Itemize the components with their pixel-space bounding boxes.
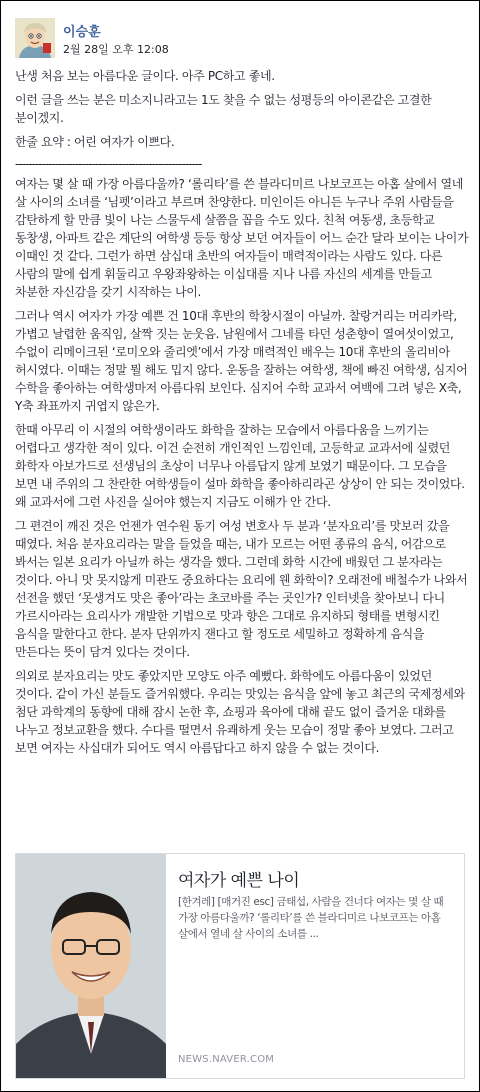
author-name[interactable]: 이승훈 xyxy=(63,25,101,40)
avatar[interactable] xyxy=(15,18,55,58)
paragraph: 한때 아무리 이 시절의 여학생이라도 화학을 잘하는 모습에서 아름다움을 느끼기는 어렵다고 생각한 적이 있다. 이건 순전히 개인적인 느낌인데, 고등학교 교과서에 실렸던 화학자 아보가드로 선생님의 초상이 너무나 아름답지 않게 보였기 때문이다. 그 모습을 보면 내 주위의 그 찬란한 여학생들이 설마 화학을 좋아하리라곤 상상이 안 되는 것이었다. 왜 교과서에 그런 사진을 실어야 했는지 지금도 이해가 안 간다. xyxy=(15,423,465,509)
paragraph: 난생 처음 보는 아름다운 글이다. 아주 PC하고 좋네. xyxy=(15,69,275,83)
paragraph: 의외로 분자요리는 맛도 좋았지만 모양도 아주 예뻤다. 화학에도 아름다움이 있었던 것이다. 같이 가신 분들도 즐거워했다. 우리는 맛있는 음식을 앞에 놓고 최근의 국제정세와 첨단 과학계의 동향에 대해 잠시 논한 후, 쇼핑과 육아에 대해 끝도 없이 즐거운 대화를 나누고 정보교환을 했다. 수다를 떨면서 유쾌하게 웃는 모습이 정말 좋아 보였다. 그러고 보면 여자는 사십대가 되어도 역시 아름답다고 하지 않을 수 없는 것이다. xyxy=(15,669,465,755)
paragraph: 여자는 몇 살 때 가장 아름다울까? ‘롤리타’를 쓴 블라디미르 나보코프는 아홉 살에서 열네 살 사이의 소녀를 ‘님펫’이라고 부르며 찬양한다. 미인이든 아니든 누구나 주위 사람들을 감탄하게 할 만큼 빛이 나는 스물두세 살쯤을 꼽을 수도 있다. 친척 여동생, 초등학교 동창생, 아파트 같은 계단의 여학생 등등 항상 보던 여자들이 어느 순간 달라 보이는 나이가 이때인 것 같다. 그런가 하면 삼십대 초반의 여자들이 매력적이라는 사람도 있다. 다른 사람의 말에 쉽게 휘둘리고 우왕좌왕하는 이십대를 지나 나름 자신의 세계를 만들고 차분한 자신감을 갖기 시작하는 나이. xyxy=(15,177,469,299)
post-header xyxy=(15,17,465,61)
paragraph: 그 편견이 깨진 것은 언젠가 연수원 동기 여성 변호사 두 분과 ‘분자요리’를 맛보러 갔을 때였다. 처음 분자요리라는 말을 들었을 때는, 내가 모르는 어떤 종류의 음식, 어감으로 봐서는 일본 요리가 아닐까 하는 생각을 했다. 그런데 화학 시간에 배웠던 그 분자라는 것이다. 아니 맛 못지않게 미관도 중요하다는 요리에 웬 화학이? 오래전에 배철수가 나와서 선전을 했던 ‘못생겨도 맛은 좋아’라는 초코바를 주는 곳인가? 인터넷을 찾아보니 다니 가르시아라는 요리사가 개발한 기법으로 맛과 향은 그대로 유지하되 형태를 변형시킨 음식을 말한다고 한다. 분자 단위까지 잰다고 할 정도로 세밀하고 정확하게 음식을 만든다는 뜻이 담겨 있다는 것이다. xyxy=(15,519,468,659)
paragraph: 이런 글을 쓰는 분은 미소지니라고는 1도 찾을 수 없는 성평등의 아이콘같은 고결한 분이겠지. xyxy=(15,93,432,125)
link-card-title[interactable]: 여자가 예쁜 나이 xyxy=(178,871,300,891)
link-card-source: NEWS.NAVER.COM xyxy=(178,1054,275,1065)
link-preview-card[interactable] xyxy=(15,853,465,1079)
paragraph: 그러나 역시 여자가 가장 예쁜 건 10대 후반의 학창시절이 아닐까. 찰랑거리는 머리카락, 가볍고 날렵한 움직임, 살짝 짓는 눈웃음. 남원에서 그네를 타던 성춘향이 열여섯이었고, 수없이 리메이크된 ‘로미오와 줄리엣’에서 가장 매력적인 배우는 10대 후반의 올리비아 허시였다. 이때는 정말 뭘 해도 밉지 않다. 운동을 잘하는 여학생, 책에 빠진 여학생, 심지어 수학을 좋아하는 여학생마저 아름다워 보인다. 심지어 수학 교과서 여백에 그려 넣은 X축, Y축 좌표까지 귀엽지 않은가. xyxy=(15,309,468,413)
post-body xyxy=(15,67,469,763)
paragraph: 한줄 요약 : 어린 여자가 이쁘다. xyxy=(15,135,175,149)
portrait-photo-icon xyxy=(16,854,166,1078)
avatar-cartoon-icon xyxy=(15,18,55,58)
post-timestamp[interactable]: 2월 28일 오후 12:08 xyxy=(63,43,169,56)
link-card-description: [한겨레] [매거진 esc] 금태섭, 사람을 건너다 여자는 몇 살 때 가장 아름다울까? ‘롤리타’를 쓴 블라디미르 나보코프는 아홉 살에서 열네 살 사이의 소녀를 ... xyxy=(178,896,444,940)
link-preview-image xyxy=(16,854,166,1078)
dash-divider: -------------------------------------------------------- xyxy=(15,157,202,171)
